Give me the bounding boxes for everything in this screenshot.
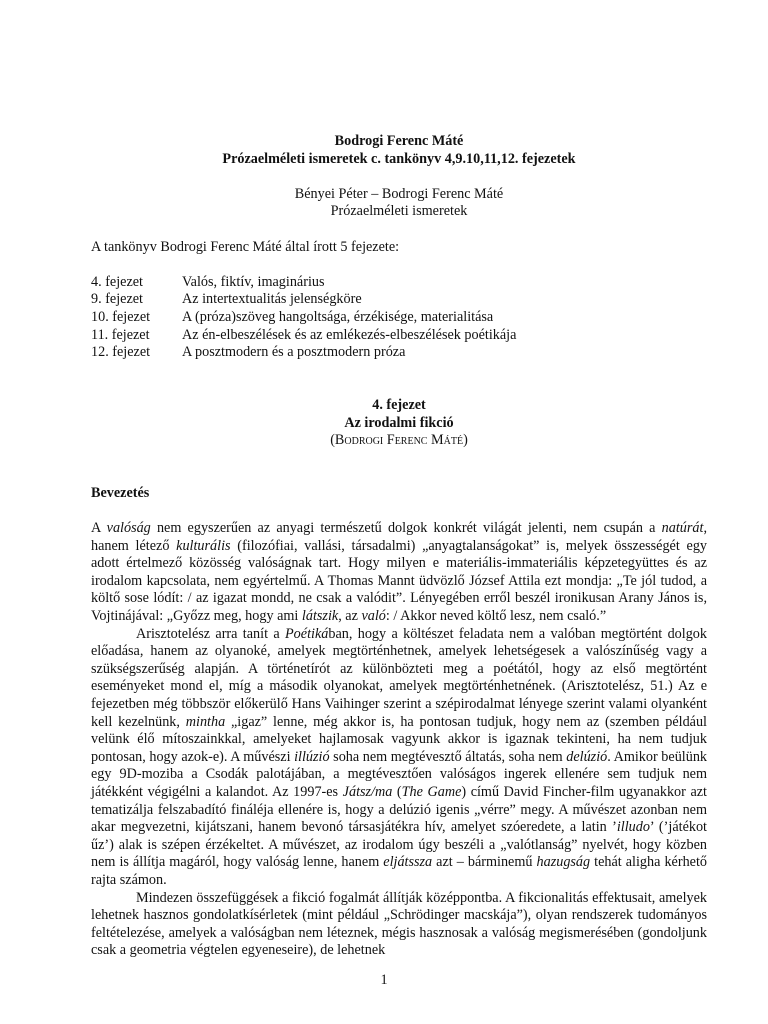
- chapter-title: A posztmodern és a posztmodern próza: [182, 344, 406, 361]
- chapter-number: 11. fejezet: [91, 326, 150, 343]
- chapter-number: 10. fejezet: [91, 308, 151, 325]
- page-content: [91, 133, 707, 960]
- page-number: 1: [380, 972, 388, 988]
- chapter-row: [91, 344, 707, 362]
- chapter-row: [91, 291, 707, 309]
- book-title: Prózaelméleti ismeretek: [330, 203, 468, 220]
- header-author: Bodrogi Ferenc Máté: [334, 133, 464, 149]
- chapter-row: [91, 309, 707, 327]
- chapter-heading-author: (Bodrogi Ferenc Máté): [330, 432, 468, 449]
- body-paragraph-3: Mindezen összefüggések a fikció fogalmát állítják középpontba. A fikcionalitás effektusait, amelyek lehetnek hasznos gondolatkísérletek (mint például „Schrödinger macskája”), olyan rendszerek tudományos feltételezése, amelyek a valóságban nem léteznek, mégis hasznosak a valóság megismerésében (gondoljunk csak a geometria végtelen egyeneseire), de lehetnek: [91, 889, 707, 959]
- body-paragraph-2: Arisztotelész arra tanít a Poétikában, hogy a költészet feladata nem a valóban megtörtént dolgok előadása, hanem az olyanoké, amelyek megtörténhetnek, amelyek lehetségesek a valószínűség vagy a szükségszerűség alapján. A történetírót az különbözteti meg a poétától, hogy az első megtörtént eseményeket mond el, míg a második olyanokat, amelyek megtörténhetnének. (Arisztotelész, 51.) Az e fejezetben még többször előkerülő Hans Vaihinger szerint a szépirodalmat lényege szerint valami olyanként kell kezelnünk, mintha „igaz” lenne, még akkor is, ha pontosan tudjuk, hogy nem az (szemben például velünk élő mítoszainkkal, amelyeket hajlamosak vagyunk akkor is igaznak tekinteni, ha nem tudjuk pontosan, hogy azok-e). A művészi illúzió soha nem megtévesztő áltatás, soha nem delúzió. Amikor beülünk egy 9D-moziba a Csodák palotájában, a megtévesztően valóságos ingerek ellenére sem tudjuk nem játékként végigélni a kalandot. Az 1997-es Játsz/ma (The Game) című David Fincher-film ugyanakkor azt tematizálja felszabadító fináléja ellenére is, hogy a delúzió igenis „vérre” megy. A művészet azonban nem akar megvezetni, kijátszani, hanem bevonó társasjátékra hív, amelyet szóeredete, a latin ’illudo’ (’játékot űz’) alak is szépen érzékeltet. A művészet, az irodalom úgy beszéli a „valótlanság” nyelvét, hogy közben nem is állítja magáról, hogy valóság lenne, hanem eljátssza azt – bárminemű hazugság tehát aligha kérhető rajta számon.: [91, 625, 708, 888]
- chapter-row: [91, 327, 707, 345]
- section-title: Bevezetés: [91, 484, 150, 501]
- chapter-title: Valós, fiktív, imaginárius: [182, 273, 325, 290]
- body-paragraph-1: A valóság nem egyszerűen az anyagi természetű dolgok konkrét világát jelenti, nem csupán a natúrát, hanem létező kulturális (filozófiai, vallási, társadalmi) „anyagtalanságokat” is, melyek összességét egy adott értelmező közösség valóságnak tart. Hogy milyen e materiális-immateriális képzetegyüttes és az irodalom kapcsolata, nem egyértelmű. A Thomas Mannt üdvözlő József Attila ezt mondja: „Te jól tudod, a költő sose lódít: / az igazat mondd, ne csak a valódit”. Lényegében erről beszél ironikusan Arany János is, Vojtinájával: „Győzz meg, hogy ami látszik, az való: / Akkor neved költő lesz, nem csaló.”: [91, 520, 708, 625]
- chapter-title: Az én-elbeszélések és az emlékezés-elbeszélések poétikája: [182, 326, 517, 343]
- chapter-number: 9. fejezet: [91, 291, 143, 308]
- chapter-heading-title: Az irodalmi fikció: [344, 414, 454, 431]
- chapter-number: 12. fejezet: [91, 344, 151, 361]
- chapter-heading-number: 4. fejezet: [372, 396, 426, 413]
- chapter-number: 4. fejezet: [91, 273, 143, 290]
- chapter-list: [91, 274, 707, 362]
- chapter-row: [91, 274, 707, 292]
- book-authors: Bényei Péter – Bodrogi Ferenc Máté: [294, 185, 504, 202]
- chapter-title: Az intertextualitás jelenségköre: [182, 291, 362, 308]
- chapter-title: A (próza)szöveg hangoltsága, érzékisége, materialitása: [182, 308, 494, 325]
- header-title: Prózaelméleti ismeretek c. tankönyv 4,9.10,11,12. fejezetek: [222, 150, 576, 167]
- intro-line: A tankönyv Bodrogi Ferenc Máté által írott 5 fejezete:: [91, 238, 400, 255]
